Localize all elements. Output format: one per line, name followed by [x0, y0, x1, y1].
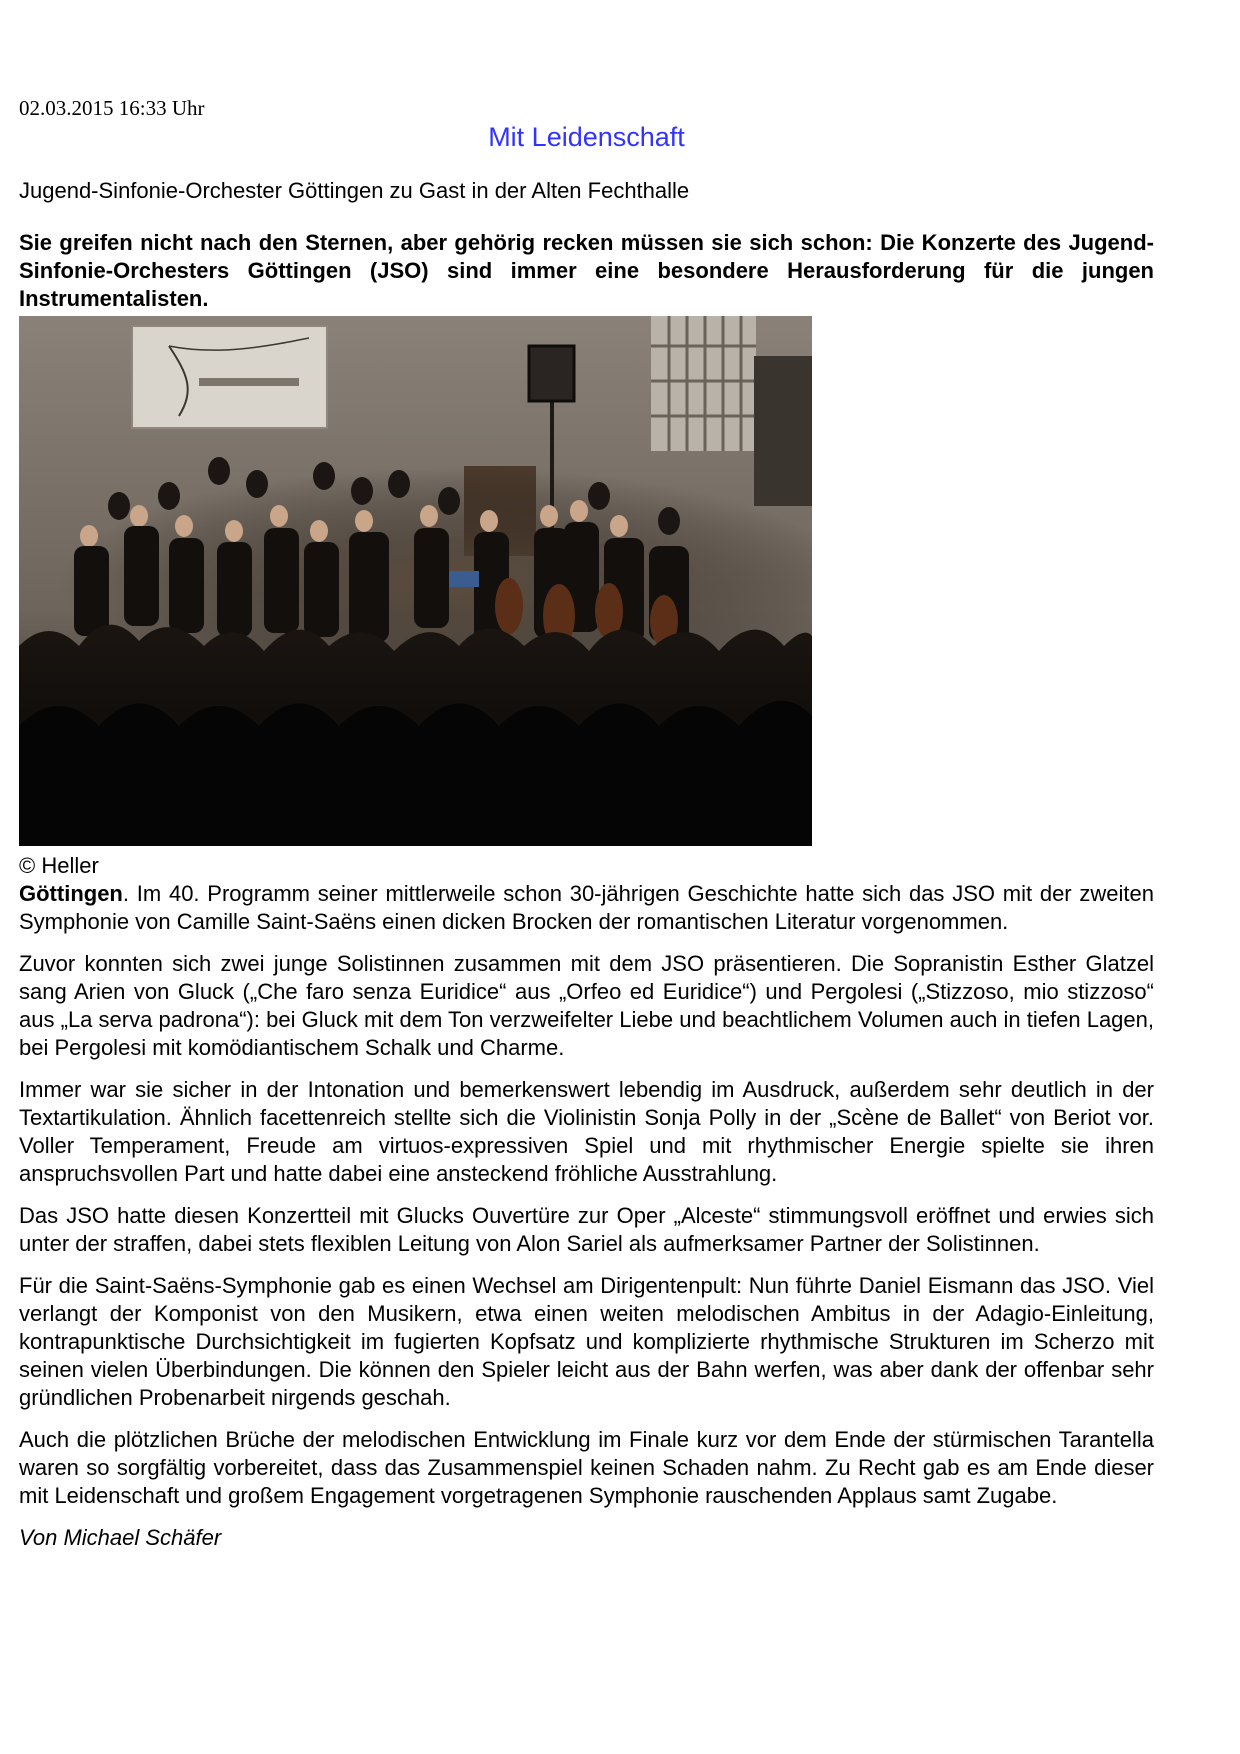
orchestra-photo	[19, 316, 812, 846]
article-paragraph: Für die Saint-Saëns-Symphonie gab es einen Wechsel am Dirigentenpult: Nun führte Daniel Eismann das JSO. Viel verlangt der Komponist von den Musikern, etwa einen weiten melodischen Ambitus in der Adagio-Einleitung, kontrapunktische Durchsichtigkeit im fugierten Kopfsatz und komplizierte rhythmische Strukturen im Scherzo mit seinen vielen Überbindungen. Die können den Spieler leicht aus der Bahn werfen, was aber dank der offenbar sehr gründlichen Probenarbeit nirgends geschah.	[19, 1273, 1154, 1410]
dateline: Göttingen	[19, 881, 123, 906]
article-paragraph: Immer war sie sicher in der Intonation und bemerkenswert lebendig im Ausdruck, außerdem sehr deutlich in der Textartikulation. Ähnlich facettenreich stellte sich die Violinistin Sonja Polly in der „Scène de Ballet“ von Beriot vor. Voller Temperament, Freude am virtuos-expressiven Spiel und mit rhythmischer Energie spielte sie ihren anspruchsvollen Part und hatte dabei eine ansteckend fröhliche Ausstrahlung.	[19, 1077, 1154, 1186]
article-paragraph: Zuvor konnten sich zwei junge Solistinnen zusammen mit dem JSO präsentieren. Die Sopranistin Esther Glatzel sang Arien von Gluck („Che faro senza Euridice“ aus „Orfeo ed Euridice“) und Pergolesi („Stizzoso, mio stizzoso“ aus „La serva padrona“): bei Gluck mit dem Ton verzweifelter Liebe und beachtlichem Volumen auch in tiefen Lagen, bei Pergolesi mit komödiantischem Schalk und Charme.	[19, 951, 1154, 1060]
photo-credit: © Heller	[19, 853, 99, 878]
article-paragraph: Das JSO hatte diesen Konzertteil mit Glucks Ouvertüre zur Oper „Alceste“ stimmungsvoll eröffnet und erwies sich unter der straffen, dabei stets flexiblen Leitung von Alon Sariel als aufmerksamer Partner der Solistinnen.	[19, 1203, 1154, 1256]
article-timestamp: 02.03.2015 16:33 Uhr	[19, 96, 205, 120]
paragraph-text: . Im 40. Programm seiner mittlerweile schon 30-jährigen Geschichte hatte sich das JSO mit der zweiten Symphonie von Camille Saint-Saëns einen dicken Brocken der romantischen Literatur vorgenommen.	[19, 881, 1154, 934]
article-author: Von Michael Schäfer	[19, 1525, 222, 1550]
article-paragraph: Auch die plötzlichen Brüche der melodischen Entwicklung im Finale kurz vor dem Ende der stürmischen Tarantella waren so sorgfältig vorbereitet, dass das Zusammenspiel keinen Schaden nahm. Zu Recht gab es am Ende dieser mit Leidenschaft und großem Engagement vorgetragenen Symphonie rauschenden Applaus samt Zugabe.	[19, 1427, 1154, 1508]
article-lead: Sie greifen nicht nach den Sternen, aber gehörig recken müssen sie sich schon: Die Konzerte des Jugend-Sinfonie-Orchesters Göttingen (JSO) sind immer eine besondere Herausforderung für die jungen Instrumentalisten.	[19, 230, 1154, 311]
article-paragraph	[19, 880, 1154, 936]
article-subtitle: Jugend-Sinfonie-Orchester Göttingen zu Gast in der Alten Fechthalle	[19, 178, 690, 203]
article	[19, 95, 1154, 1552]
article-headline: Mit Leidenschaft	[488, 122, 685, 152]
